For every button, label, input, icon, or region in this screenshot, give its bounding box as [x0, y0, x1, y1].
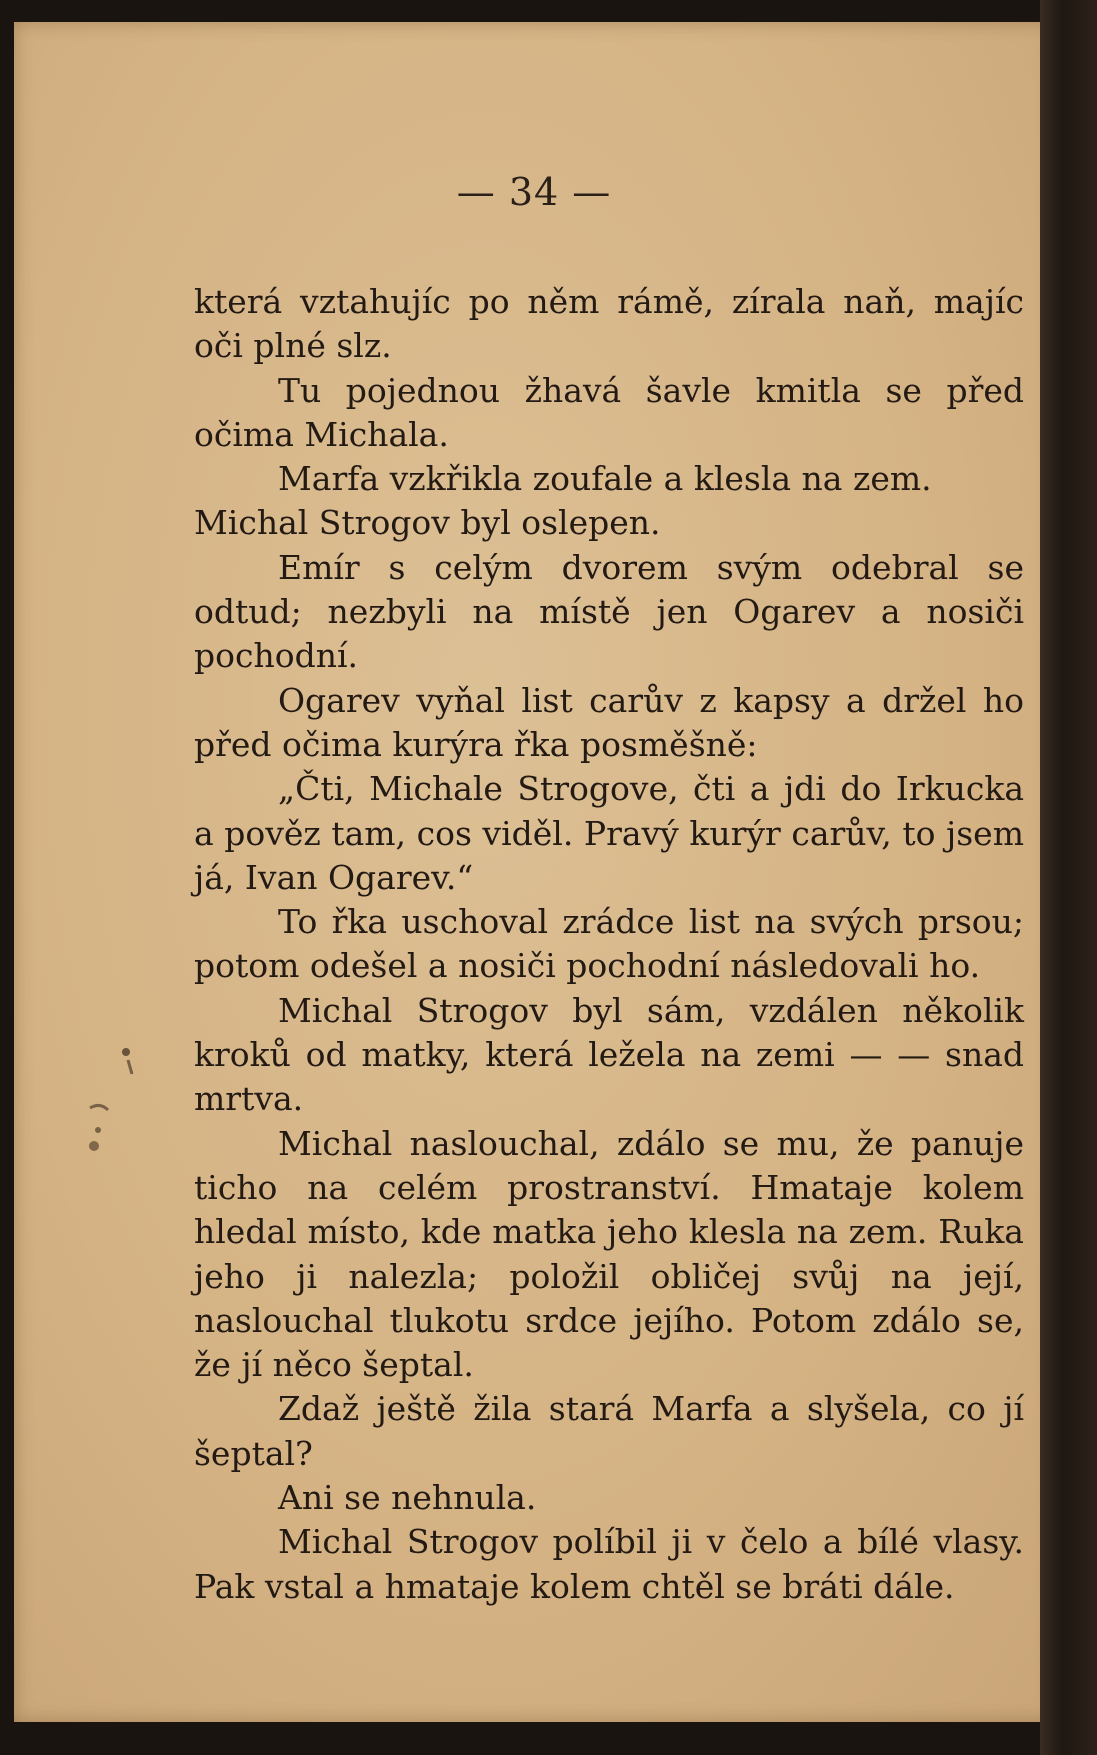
paragraph: Michal naslouchal, zdálo se mu, že panuje ticho na celém prostranství. Hmataje kolem hledal místo, kde matka jeho klesla na zem. Ruka jeho ji nalezla; položil obličej svůj na její, naslouchal tlukotu srdce jejího. Potom zdálo se, že jí něco šeptal. [194, 1123, 1024, 1385]
paragraph: Michal Strogov políbil ji v čelo a bílé vlasy. Pak vstal a hmataje kolem chtěl se bráti dále. [194, 1522, 1024, 1606]
body-text [194, 280, 1024, 1609]
page-number: — 34 — [456, 170, 612, 214]
paragraph: Zdaž ještě žila stará Marfa a slyšela, co jí šeptal? [194, 1389, 1024, 1473]
paragraph: Ani se nehnula. [278, 1478, 537, 1518]
paragraph: „Čti, Michale Strogove, čti a jdi do Irkucka a pověz tam, cos viděl. Pravý kurýr carův, to jsem já, Ivan Ogarev.“ [194, 769, 1024, 897]
paragraph: To řka uschoval zrádce list na svých prsou; potom odešel a nosiči pochodní následovali ho. [194, 902, 1024, 986]
paragraph: která vztahujíc po něm rámě, zírala naň, majíc oči plné slz. [194, 282, 1024, 366]
book-page [14, 22, 1054, 1722]
paragraph: Michal Strogov byl oslepen. [194, 503, 661, 543]
paragraph: Tu pojednou žhavá šavle kmitla se před očima Michala. [194, 370, 1024, 454]
paragraph: Michal Strogov byl sám, vzdálen několik kroků od matky, která ležela na zemi — — snad mrtva. [194, 990, 1024, 1119]
paragraph: Ogarev vyňal list carův z kapsy a držel ho před očima kurýra řka posměšně: [194, 680, 1024, 764]
book-gutter [1040, 0, 1097, 1755]
margin-stain [76, 1030, 146, 1160]
paragraph: Emír s celým dvorem svým odebral se odtud; nezbyli na místě jen Ogarev a nosiči pochodní. [194, 547, 1024, 676]
paragraph: Marfa vzkřikla zoufale a klesla na zem. [278, 459, 932, 499]
